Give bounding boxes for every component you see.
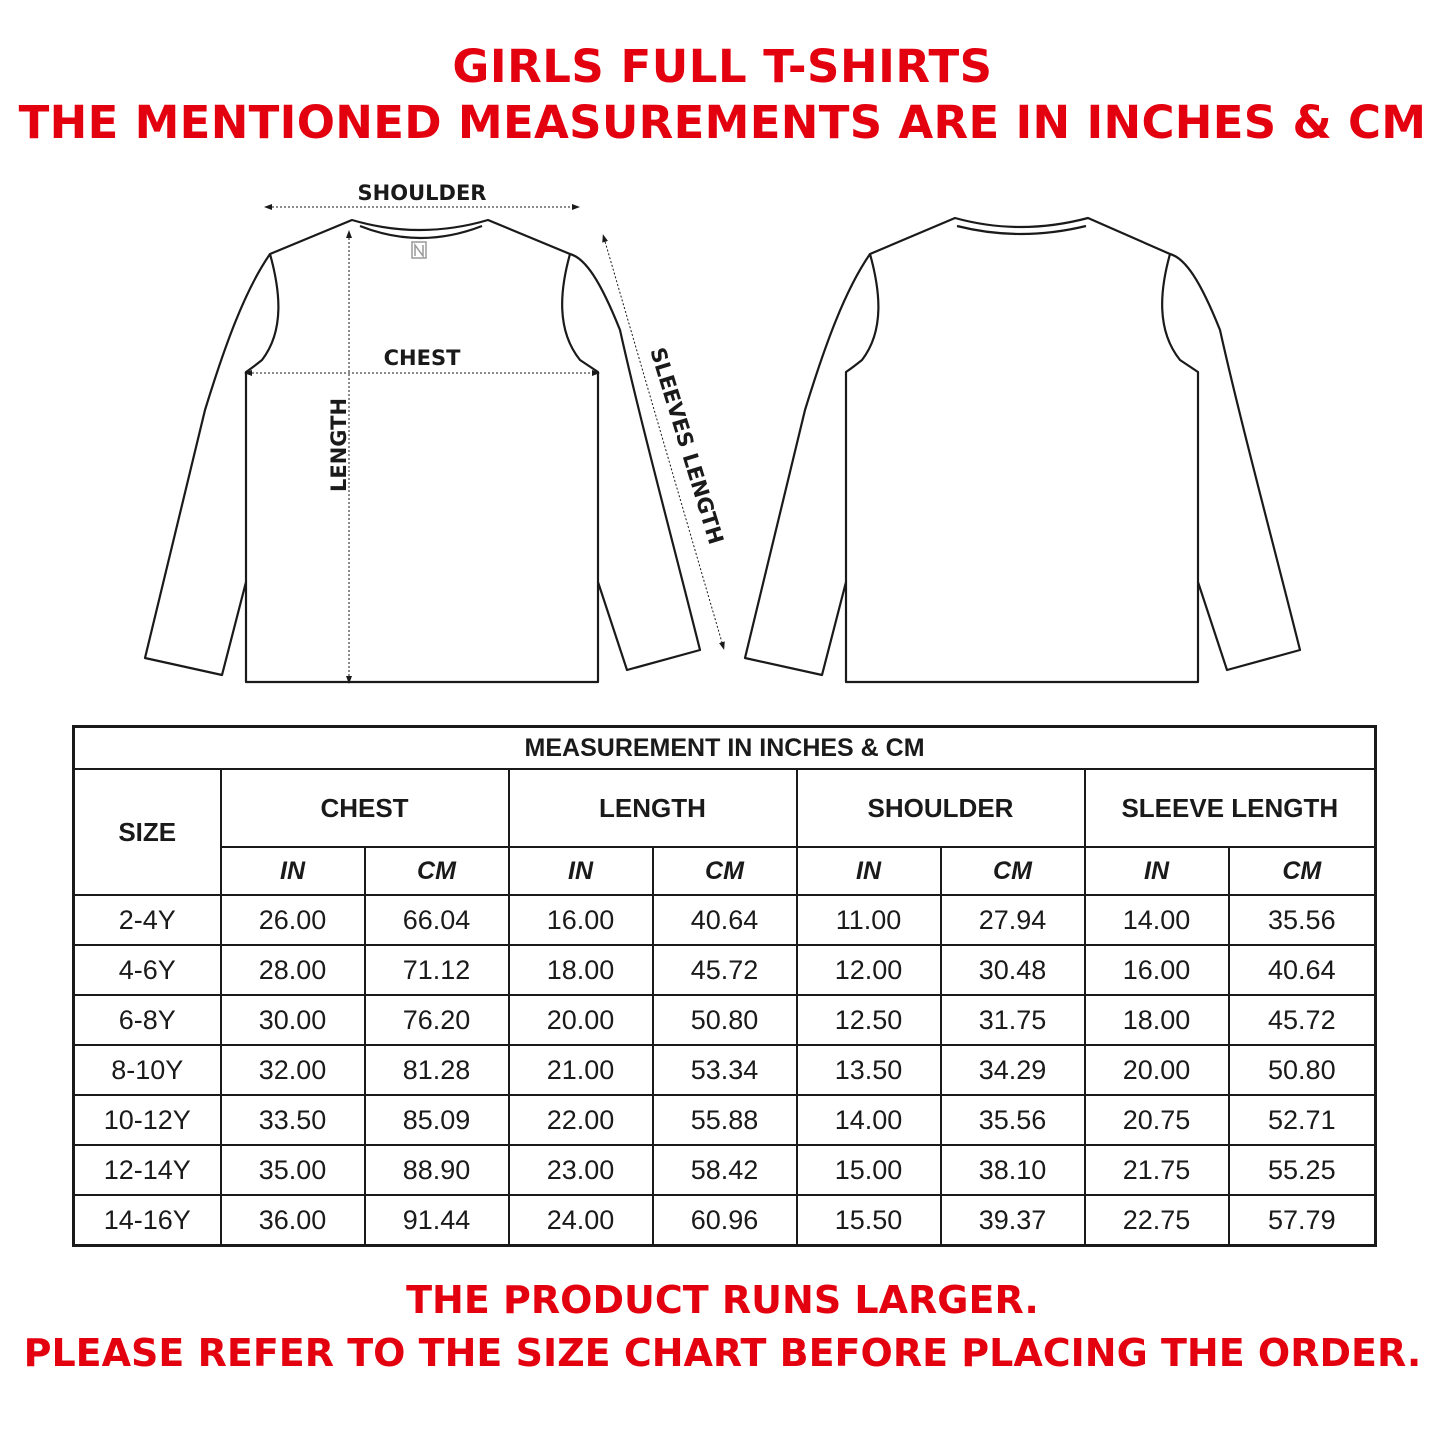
size-cell: 8-10Y <box>74 1045 221 1095</box>
value-cell: 20.00 <box>1085 1045 1229 1095</box>
value-cell: 55.88 <box>653 1095 797 1145</box>
shoulder-column-header: SHOULDER <box>797 769 1085 847</box>
value-cell: 15.50 <box>797 1195 941 1246</box>
value-cell: 60.96 <box>653 1195 797 1246</box>
value-cell: 18.00 <box>509 945 653 995</box>
value-cell: 32.00 <box>221 1045 365 1095</box>
value-cell: 57.79 <box>1229 1195 1376 1246</box>
unit-header: IN <box>509 847 653 895</box>
value-cell: 34.29 <box>941 1045 1085 1095</box>
value-cell: 55.25 <box>1229 1145 1376 1195</box>
footer-note: THE PRODUCT RUNS LARGER. <box>406 1278 1039 1322</box>
value-cell: 20.75 <box>1085 1095 1229 1145</box>
size-column-header: SIZE <box>74 769 221 895</box>
table-row <box>74 945 1376 995</box>
value-cell: 22.00 <box>509 1095 653 1145</box>
unit-header: IN <box>221 847 365 895</box>
length-label: LENGTH <box>327 397 351 493</box>
value-cell: 16.00 <box>1085 945 1229 995</box>
front-tshirt-outline <box>145 220 700 682</box>
value-cell: 50.80 <box>653 995 797 1045</box>
unit-header: CM <box>653 847 797 895</box>
size-cell: 12-14Y <box>74 1145 221 1195</box>
table-row <box>74 1045 1376 1095</box>
value-cell: 66.04 <box>365 895 509 945</box>
value-cell: 14.00 <box>797 1095 941 1145</box>
value-cell: 58.42 <box>653 1145 797 1195</box>
value-cell: 85.09 <box>365 1095 509 1145</box>
value-cell: 12.50 <box>797 995 941 1045</box>
value-cell: 91.44 <box>365 1195 509 1246</box>
table-title: MEASUREMENT IN INCHES & CM <box>74 727 1376 770</box>
value-cell: 20.00 <box>509 995 653 1045</box>
tshirt-diagram <box>0 170 1445 700</box>
size-cell: 4-6Y <box>74 945 221 995</box>
value-cell: 76.20 <box>365 995 509 1045</box>
value-cell: 27.94 <box>941 895 1085 945</box>
value-cell: 11.00 <box>797 895 941 945</box>
value-cell: 18.00 <box>1085 995 1229 1045</box>
unit-header: CM <box>1229 847 1376 895</box>
size-cell: 6-8Y <box>74 995 221 1045</box>
unit-header: IN <box>797 847 941 895</box>
value-cell: 88.90 <box>365 1145 509 1195</box>
sleeves-arrow <box>604 238 723 646</box>
value-cell: 26.00 <box>221 895 365 945</box>
size-chart-table <box>72 725 1377 1247</box>
value-cell: 30.00 <box>221 995 365 1045</box>
chest-label: CHEST <box>383 346 461 370</box>
value-cell: 33.50 <box>221 1095 365 1145</box>
value-cell: 39.37 <box>941 1195 1085 1246</box>
unit-header: IN <box>1085 847 1229 895</box>
value-cell: 40.64 <box>653 895 797 945</box>
heading-subtitle: THE MENTIONED MEASUREMENTS ARE IN INCHES & CM <box>18 96 1427 149</box>
value-cell: 15.00 <box>797 1145 941 1195</box>
value-cell: 40.64 <box>1229 945 1376 995</box>
value-cell: 35.56 <box>941 1095 1085 1145</box>
value-cell: 23.00 <box>509 1145 653 1195</box>
value-cell: 28.00 <box>221 945 365 995</box>
footer-instruction: PLEASE REFER TO THE SIZE CHART BEFORE PLACING THE ORDER. <box>23 1331 1422 1375</box>
value-cell: 21.75 <box>1085 1145 1229 1195</box>
unit-header: CM <box>365 847 509 895</box>
size-cell: 10-12Y <box>74 1095 221 1145</box>
value-cell: 22.75 <box>1085 1195 1229 1246</box>
value-cell: 36.00 <box>221 1195 365 1246</box>
value-cell: 14.00 <box>1085 895 1229 945</box>
value-cell: 45.72 <box>653 945 797 995</box>
value-cell: 12.00 <box>797 945 941 995</box>
size-cell: 2-4Y <box>74 895 221 945</box>
value-cell: 45.72 <box>1229 995 1376 1045</box>
value-cell: 21.00 <box>509 1045 653 1095</box>
table-row <box>74 1195 1376 1246</box>
value-cell: 30.48 <box>941 945 1085 995</box>
value-cell: 35.00 <box>221 1145 365 1195</box>
table-row <box>74 995 1376 1045</box>
length-column-header: LENGTH <box>509 769 797 847</box>
sleeve-length-column-header: SLEEVE LENGTH <box>1085 769 1376 847</box>
size-cell: 14-16Y <box>74 1195 221 1246</box>
heading-title: GIRLS FULL T-SHIRTS <box>452 40 993 93</box>
value-cell: 53.34 <box>653 1045 797 1095</box>
value-cell: 35.56 <box>1229 895 1376 945</box>
value-cell: 52.71 <box>1229 1095 1376 1145</box>
value-cell: 13.50 <box>797 1045 941 1095</box>
back-tshirt-outline <box>745 218 1300 682</box>
brand-logo-icon <box>412 242 426 258</box>
chest-column-header: CHEST <box>221 769 509 847</box>
unit-header: CM <box>941 847 1085 895</box>
shoulder-label: SHOULDER <box>357 181 487 205</box>
value-cell: 31.75 <box>941 995 1085 1045</box>
value-cell: 81.28 <box>365 1045 509 1095</box>
value-cell: 38.10 <box>941 1145 1085 1195</box>
table-row <box>74 895 1376 945</box>
value-cell: 71.12 <box>365 945 509 995</box>
sleeves-length-label: SLEEVES LENGTH <box>645 344 729 548</box>
table-row <box>74 1095 1376 1145</box>
value-cell: 16.00 <box>509 895 653 945</box>
table-row <box>74 1145 1376 1195</box>
value-cell: 50.80 <box>1229 1045 1376 1095</box>
value-cell: 24.00 <box>509 1195 653 1246</box>
